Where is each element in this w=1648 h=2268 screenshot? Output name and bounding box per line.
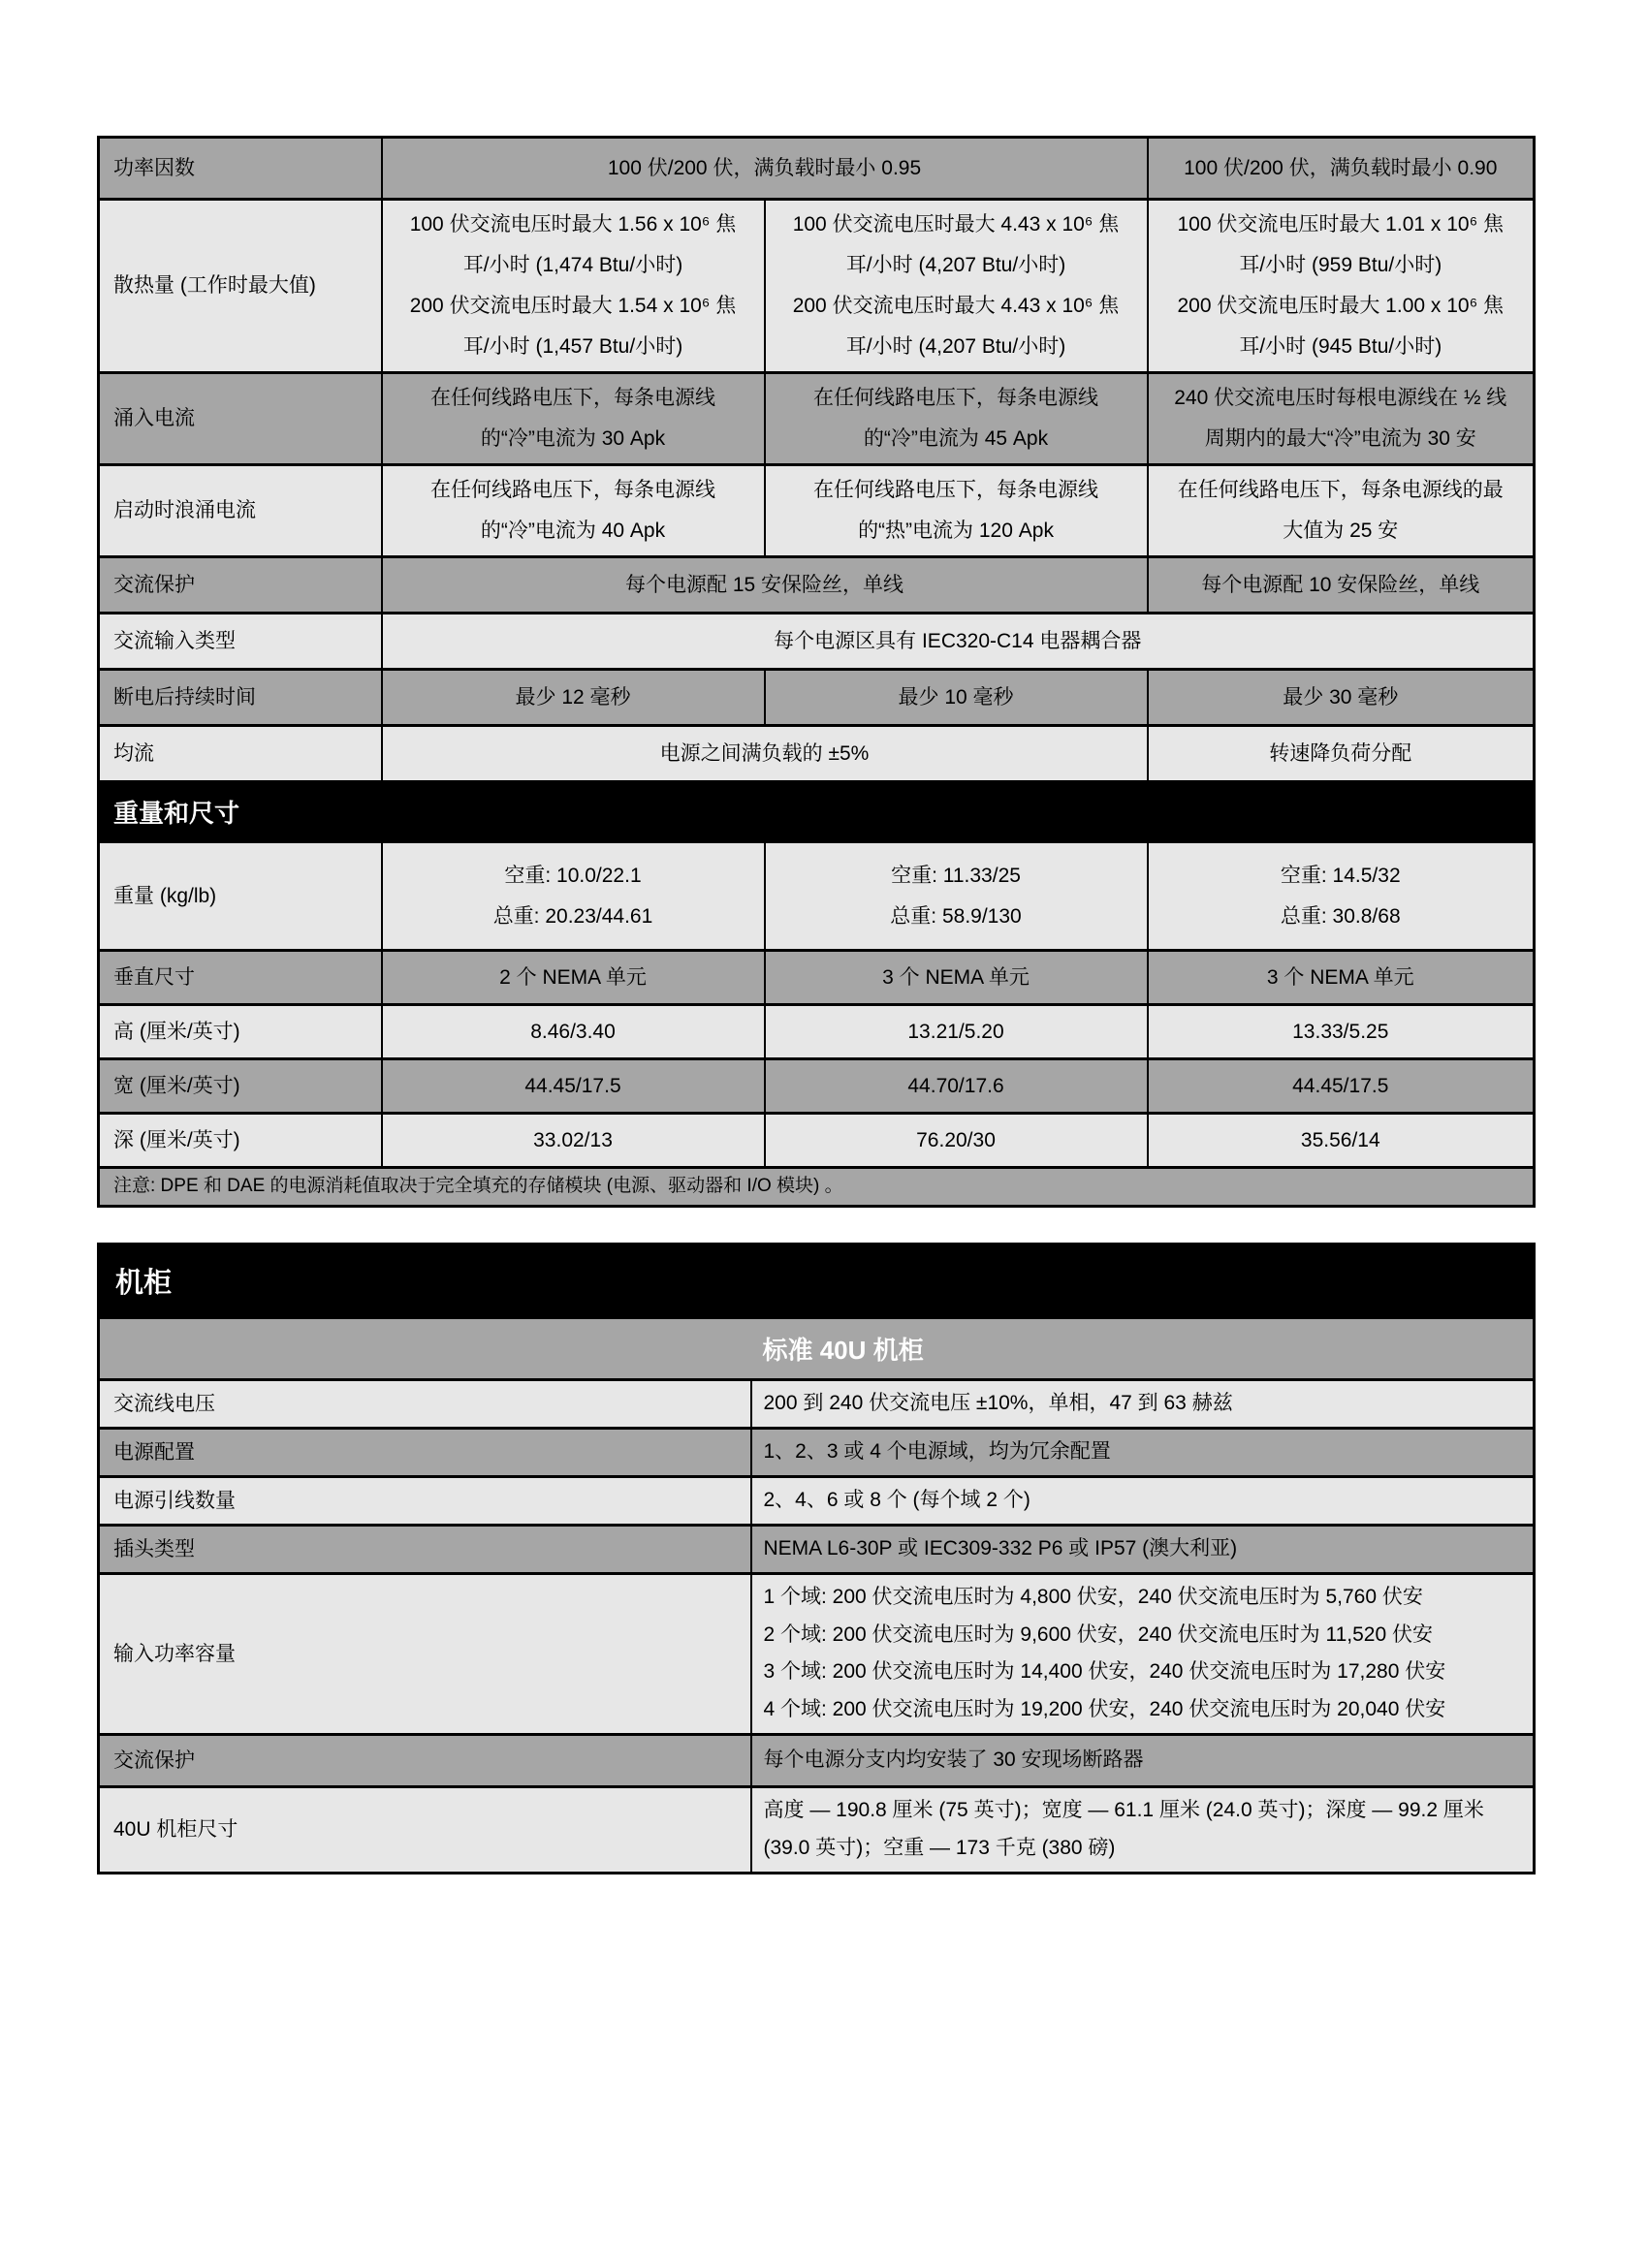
row-depth bbox=[99, 1114, 1535, 1168]
surge-col1: 在任何线路电压下，每条电源线的“冷”电流为 40 Apk bbox=[382, 465, 765, 557]
power-config-value: 1、2、3 或 4 个电源域，均为冗余配置 bbox=[751, 1428, 1535, 1476]
depth-col3: 35.56/14 bbox=[1148, 1114, 1535, 1168]
row-plug-type bbox=[99, 1525, 1535, 1573]
heat-col2-line2: 200 伏交流电压时最大 4.43 x 10⁶ 焦耳/小时 (4,207 Btu/小时) bbox=[792, 295, 1120, 358]
ac-protection-value-2: 每个电源配 10 安保险丝，单线 bbox=[1148, 557, 1535, 614]
heat-dissipation-label: 散热量 (工作时最大值) bbox=[99, 200, 382, 373]
inrush-col1: 在任何线路电压下，每条电源线的“冷”电流为 30 Apk bbox=[382, 373, 765, 465]
height-col2: 13.21/5.20 bbox=[765, 1005, 1148, 1059]
ac-line-voltage-label: 交流线电压 bbox=[99, 1380, 751, 1429]
load-sharing-value-1: 电源之间满负载的 ±5% bbox=[382, 726, 1148, 782]
row-power-cords bbox=[99, 1476, 1535, 1525]
weight-dimensions-section-title: 重量和尺寸 bbox=[99, 782, 1535, 842]
row-cabinet-header bbox=[99, 1244, 1535, 1318]
heat-dissipation-col2 bbox=[765, 200, 1148, 373]
row-cabinet-ac-protection bbox=[99, 1735, 1535, 1787]
heat-col2-line1: 100 伏交流电压时最大 4.43 x 10⁶ 焦耳/小时 (4,207 Btu/小时) bbox=[792, 213, 1120, 276]
heat-col1-line2: 200 伏交流电压时最大 1.54 x 10⁶ 焦耳/小时 (1,457 Btu/小时) bbox=[409, 295, 737, 358]
plug-type-value: NEMA L6-30P 或 IEC309-332 P6 或 IP57 (澳大利亚) bbox=[751, 1525, 1535, 1573]
depth-col1: 33.02/13 bbox=[382, 1114, 765, 1168]
weight-col1 bbox=[382, 842, 765, 951]
weight-col3-total: 总重: 30.8/68 bbox=[1280, 904, 1401, 928]
ride-through-col3: 最少 30 毫秒 bbox=[1148, 670, 1535, 726]
height-col3: 13.33/5.25 bbox=[1148, 1005, 1535, 1059]
row-cabinet-column-header bbox=[99, 1318, 1535, 1380]
heat-col3-line2: 200 伏交流电压时最大 1.00 x 10⁶ 焦耳/小时 (945 Btu/小时) bbox=[1177, 295, 1505, 358]
surge-label: 启动时浪涌电流 bbox=[99, 465, 382, 557]
input-power-capacity-value bbox=[751, 1573, 1535, 1734]
row-load-sharing bbox=[99, 726, 1535, 782]
row-inrush-current bbox=[99, 373, 1535, 465]
weight-col2 bbox=[765, 842, 1148, 951]
weight-col3-empty: 空重: 14.5/32 bbox=[1280, 864, 1401, 887]
input-power-line-1: 1 个域: 200 伏交流电压时为 4,800 伏安，240 伏交流电压时为 5,760 伏安 bbox=[763, 1585, 1423, 1608]
weight-col1-empty: 空重: 10.0/22.1 bbox=[504, 864, 642, 887]
heat-dissipation-col1 bbox=[382, 200, 765, 373]
power-factor-value-1: 100 伏/200 伏，满负载时最小 0.95 bbox=[382, 138, 1148, 200]
cabinet-column-header: 标准 40U 机柜 bbox=[751, 1318, 1535, 1380]
load-sharing-value-2: 转速降负荷分配 bbox=[1148, 726, 1535, 782]
ac-input-type-value: 每个电源区具有 IEC320-C14 电器耦合器 bbox=[382, 614, 1535, 670]
surge-col2: 在任何线路电压下，每条电源线的“热”电流为 120 Apk bbox=[765, 465, 1148, 557]
row-ac-input-type bbox=[99, 614, 1535, 670]
ac-line-voltage-value: 200 到 240 伏交流电压 ±10%，单相，47 到 63 赫兹 bbox=[751, 1380, 1535, 1429]
row-ride-through bbox=[99, 670, 1535, 726]
ride-through-col1: 最少 12 毫秒 bbox=[382, 670, 765, 726]
heat-col3-line1: 100 伏交流电压时最大 1.01 x 10⁶ 焦耳/小时 (959 Btu/小时) bbox=[1177, 213, 1505, 276]
ac-protection-label: 交流保护 bbox=[99, 557, 382, 614]
row-ac-line-voltage bbox=[99, 1380, 1535, 1429]
weight-label: 重量 (kg/lb) bbox=[99, 842, 382, 951]
input-power-line-3: 3 个域: 200 伏交流电压时为 14,400 伏安，240 伏交流电压时为 17,280 伏安 bbox=[763, 1660, 1446, 1684]
weight-col2-empty: 空重: 11.33/25 bbox=[891, 864, 1021, 887]
cabinet-ac-protection-value: 每个电源分支内均安装了 30 安现场断路器 bbox=[751, 1735, 1535, 1787]
surge-col3: 在任何线路电压下，每条电源线的最大值为 25 安 bbox=[1148, 465, 1535, 557]
spec-document-page bbox=[0, 136, 1648, 2268]
weight-col1-total: 总重: 20.23/44.61 bbox=[492, 904, 653, 928]
heat-dissipation-col3 bbox=[1148, 200, 1535, 373]
inrush-col3: 240 伏交流电压时每根电源线在 ½ 线周期内的最大“冷”电流为 30 安 bbox=[1148, 373, 1535, 465]
row-heat-dissipation bbox=[99, 200, 1535, 373]
row-width bbox=[99, 1059, 1535, 1114]
row-input-power-capacity bbox=[99, 1573, 1535, 1734]
row-power-factor bbox=[99, 138, 1535, 200]
load-sharing-label: 均流 bbox=[99, 726, 382, 782]
vertical-size-col3: 3 个 NEMA 单元 bbox=[1148, 951, 1535, 1005]
cabinet-dimensions-value: 高度 — 190.8 厘米 (75 英寸)；宽度 — 61.1 厘米 (24.0 英寸)；深度 — 99.2 厘米 (39.0 英寸)；空重 — 173 千克 (380 磅) bbox=[751, 1787, 1535, 1874]
vertical-size-col1: 2 个 NEMA 单元 bbox=[382, 951, 765, 1005]
width-col3: 44.45/17.5 bbox=[1148, 1059, 1535, 1114]
power-cords-label: 电源引线数量 bbox=[99, 1476, 751, 1525]
vertical-size-col2: 3 个 NEMA 单元 bbox=[765, 951, 1148, 1005]
power-config-label: 电源配置 bbox=[99, 1428, 751, 1476]
depth-label: 深 (厘米/英寸) bbox=[99, 1114, 382, 1168]
cabinet-colheader-spacer bbox=[99, 1318, 751, 1380]
row-weight bbox=[99, 842, 1535, 951]
height-col1: 8.46/3.40 bbox=[382, 1005, 765, 1059]
power-factor-value-2: 100 伏/200 伏，满负载时最小 0.90 bbox=[1148, 138, 1535, 200]
depth-col2: 76.20/30 bbox=[765, 1114, 1148, 1168]
cabinet-dimensions-label: 40U 机柜尺寸 bbox=[99, 1787, 751, 1874]
power-factor-label: 功率因数 bbox=[99, 138, 382, 200]
heat-col1-line1: 100 伏交流电压时最大 1.56 x 10⁶ 焦耳/小时 (1,474 Btu/小时) bbox=[409, 213, 737, 276]
width-col1: 44.45/17.5 bbox=[382, 1059, 765, 1114]
weight-col2-total: 总重: 58.9/130 bbox=[890, 904, 1022, 928]
power-spec-table bbox=[97, 136, 1536, 1208]
input-power-line-4: 4 个域: 200 伏交流电压时为 19,200 伏安，240 伏交流电压时为 20,040 伏安 bbox=[763, 1698, 1446, 1721]
input-power-capacity-label: 输入功率容量 bbox=[99, 1573, 751, 1734]
row-height bbox=[99, 1005, 1535, 1059]
row-note bbox=[99, 1168, 1535, 1207]
weight-col3 bbox=[1148, 842, 1535, 951]
row-weight-dimensions-header bbox=[99, 782, 1535, 842]
height-label: 高 (厘米/英寸) bbox=[99, 1005, 382, 1059]
vertical-size-label: 垂直尺寸 bbox=[99, 951, 382, 1005]
cabinet-section-title: 机柜 bbox=[99, 1244, 1535, 1318]
inrush-col2: 在任何线路电压下，每条电源线的“冷”电流为 45 Apk bbox=[765, 373, 1148, 465]
cabinet-ac-protection-label: 交流保护 bbox=[99, 1735, 751, 1787]
ac-input-type-label: 交流输入类型 bbox=[99, 614, 382, 670]
plug-type-label: 插头类型 bbox=[99, 1525, 751, 1573]
width-col2: 44.70/17.6 bbox=[765, 1059, 1148, 1114]
ride-through-label: 断电后持续时间 bbox=[99, 670, 382, 726]
cabinet-spec-table bbox=[97, 1243, 1536, 1874]
ac-protection-value-1: 每个电源配 15 安保险丝，单线 bbox=[382, 557, 1148, 614]
input-power-line-2: 2 个域: 200 伏交流电压时为 9,600 伏安，240 伏交流电压时为 11,520 伏安 bbox=[763, 1622, 1433, 1646]
ride-through-col2: 最少 10 毫秒 bbox=[765, 670, 1148, 726]
inrush-label: 涌入电流 bbox=[99, 373, 382, 465]
power-cords-value: 2、4、6 或 8 个 (每个域 2 个) bbox=[751, 1476, 1535, 1525]
row-startup-surge bbox=[99, 465, 1535, 557]
row-cabinet-dimensions bbox=[99, 1787, 1535, 1874]
row-vertical-size bbox=[99, 951, 1535, 1005]
row-power-config bbox=[99, 1428, 1535, 1476]
row-ac-protection bbox=[99, 557, 1535, 614]
width-label: 宽 (厘米/英寸) bbox=[99, 1059, 382, 1114]
note-text: 注意: DPE 和 DAE 的电源消耗值取决于完全填充的存储模块 (电源、驱动器和 I/O 模块) 。 bbox=[99, 1168, 1535, 1207]
